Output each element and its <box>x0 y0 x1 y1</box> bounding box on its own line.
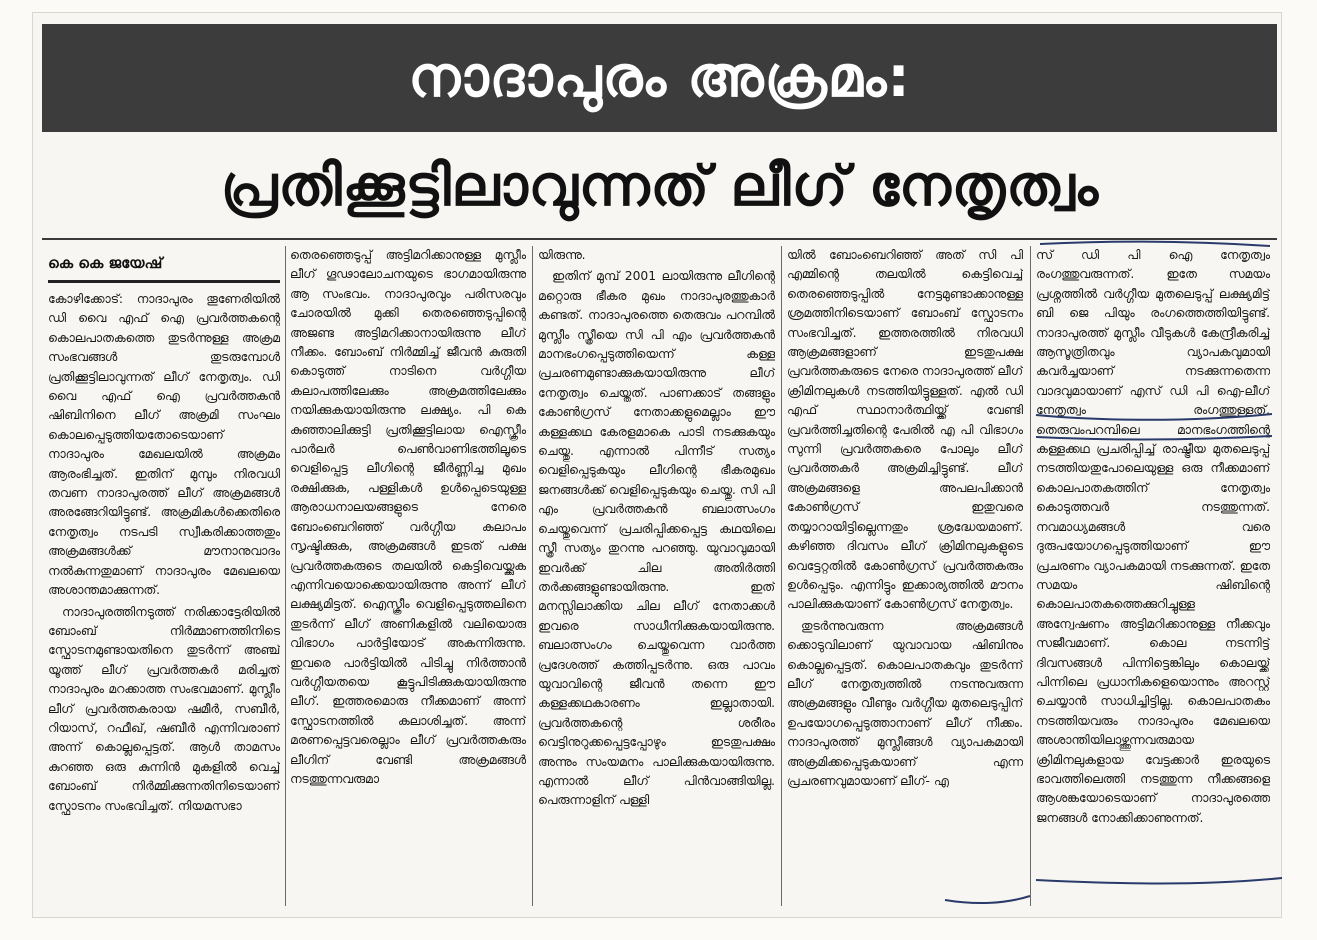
column-divider <box>285 246 286 906</box>
article-column-4 <box>787 246 1023 910</box>
column-3-paragraph-2: ഇതിന് മുമ്പ് 2001 ലായിരുന്നു ലീഗിന്റെ മറ്റൊരു ഭീകര മുഖം നാദാപുരത്തുകാർ കണ്ടത്. നാദാപുരത്തെ തെരുവം പറമ്പിൽ മുസ്ലീം സ്ത്രീയെ സി പി എം പ്രവർത്തകൻ മാനഭംഗപ്പെടുത്തിയെന്ന് കള്ള പ്രചരണമുണ്ടാക്കുകയായിരുന്നു ലീഗ് നേതൃത്വം ചെയ്തത്. പാണക്കാട് തങ്ങളും കോൺഗ്രസ് നേതാക്കളുമെല്ലാം ഈ കള്ളക്കഥ കേരളമാകെ പാടി നടക്കുകയും ചെയ്തു. എന്നാൽ പിന്നീട് സത്യം വെളിപ്പെടുകയും ലീഗിന്റെ ഭീകരമുഖം ജനങ്ങൾക്ക് വെളിപ്പെടുകയും ചെയ്തു. സി പി എം പ്രവർത്തകൻ ബലാത്സംഗം ചെയ്തുവെന്ന് പ്രചരിപ്പിക്കപ്പെട്ട കഥയിലെ സ്ത്രീ സത്യം തുറന്നു പറഞ്ഞു. യുവാവുമായി ഇവർക്ക് ചില അതിർത്തി തർക്കങ്ങളുണ്ടായിരുന്നു. ഇത് മനസ്സിലാക്കിയ ചില ലീഗ് നേതാക്കൾ ഇവരെ സാധീനിക്കുകയായിരുന്നു. ബലാത്സംഗം ചെയ്തുവെന്ന വാർത്ത പ്രദേശത്ത് കത്തിപ്പടർന്നു. ഒരു പാവം യുവാവിന്റെ ജീവൻ തന്നെ ഈ കള്ളക്കഥകാരണം ഇല്ലാതായി. പ്രവർത്തകന്റെ ശരീരം വെട്ടിനുറുക്കപ്പെട്ടപ്പോഴും ഇടതുപക്ഷം അന്നും സംയമനം പാലിക്കുകയായിരുന്നു. എന്നാൽ ലീഗ് പിൻവാങ്ങിയില്ല. പെരുന്നാളിന് പള്ളി <box>538 269 775 808</box>
column-3-paragraph-1: യിരുന്നു. <box>538 248 586 262</box>
headline: പ്രതിക്കൂട്ടിലാവുന്നത് ലീഗ് നേതൃത്വം <box>220 153 1100 219</box>
column-4-paragraph-1: യിൽ ബോംബെറിഞ്ഞ് അത് സി പി എമ്മിന്റെ തലയിൽ കെട്ടിവെച്ച് തെരഞ്ഞെടുപ്പിൽ നേട്ടമുണ്ടാക്കാനുള്ള ശ്രമത്തിനിടെയാണ് ബോംബ് സ്ഫോടനം സംഭവിച്ചത്. ഇത്തരത്തിൽ നിരവധി ആക്രമങ്ങളാണ് ഇടതുപക്ഷ പ്രവർത്തകരുടെ നേരെ നാദാപുരത്ത് ലീഗ് ക്രിമിനലുകൾ നടത്തിയിട്ടുള്ളത്. എൽ ഡി എഫ് സ്ഥാനാർത്ഥിയ്ക്ക് വേണ്ടി പ്രവർത്തിച്ചതിന്റെ പേരിൽ എ പി വിഭാഗം സുന്നി പ്രവർത്തകരെ പോലും ലീഗ് പ്രവർത്തകർ അക്രമിച്ചിട്ടുണ്ട്. ലീഗ് അക്രമങ്ങളെ അപലപിക്കാൻ കോൺഗ്രസ് ഇതുവരെ തയ്യാറായിട്ടില്ലെന്നതും ശ്രദ്ധേയമാണ്. കഴിഞ്ഞ ദിവസം ലീഗ് ക്രിമിനലുകളുടെ വെട്ടേറ്റതിൽ കോൺഗ്രസ് പ്രവർത്തകരും ഉൾപ്പെടും. എന്നിട്ടും ഇക്കാര്യത്തിൽ മൗനം പാലിക്കുകയാണ് കോൺഗ്രസ് നേതൃത്വം. <box>787 248 1023 612</box>
column-1-paragraph-2: നാദാപുരത്തിനടുത്ത് നരിക്കാട്ടേരിയിൽ ബോംബ് നിർമ്മാണത്തിനിടെ സ്ഫോടനമുണ്ടായതിനെ തുടർന്ന് അഞ്ച് യൂത്ത് ലീഗ് പ്രവർത്തകർ മരിച്ചത് നാദാപുരം മറക്കാത്ത സംഭവമാണ്. മുസ്ലീം ലീഗ് പ്രവർത്തകരായ ഷമീർ, സബീർ, റിയാസ്, റഫീഖ്, ഷബീർ എന്നിവരാണ് അന്ന് കൊല്ലപ്പെട്ടത്. ആൾ താമസം കുറഞ്ഞ ഒരു കുന്നിൻ മുകളിൽ വെച്ച് ബോംബ് നിർമ്മിക്കുന്നതിനിടെയാണ് സ്ഫോടനം സംഭവിച്ചത്. നിയമസഭാ <box>48 604 280 813</box>
column-5-paragraph-1: സ് ഡി പി ഐ നേതൃത്വം രംഗത്തുവരുന്നത്. ഇതേ സമയം പ്രശ്നത്തിൽ വർഗ്ഗീയ മുതലെടുപ്പ് ലക്ഷ്യമിട്ട് ബി ജെ പിയും രംഗത്തെത്തിയിട്ടുണ്ട്. നാദാപുരത്ത് മുസ്ലീം വീടുകൾ കേന്ദ്രീകരിച്ച് ആസൂത്രിതവും വ്യാപകവുമായി കവർച്ചയാണ് നടക്കുന്നതെന്ന വാദവുമായാണ് എസ് ഡി പി ഐ-ലീഗ് നേതൃത്വം രംഗത്തുള്ളത്. തെരുവംപറമ്പിലെ മാനഭംഗത്തിന്റെ കള്ളക്കഥ പ്രചരിപ്പിച്ച് രാഷ്ട്രീയ മുതലെടുപ്പ് നടത്തിയതുപോലെയുള്ള ഒരു നീക്കമാണ് കൊലപാതകത്തിന് നേതൃത്വം കൊടുത്തവർ നടത്തുന്നത്. നവമാധ്യമങ്ങൾ വരെ ദുരുപയോഗപ്പെടുത്തിയാണ് ഈ പ്രചരണം വ്യാപകമായി നടക്കുന്നത്. ഇതേ സമയം ഷിബിന്റെ കൊലപാതകത്തെക്കുറിച്ചുള്ള അന്വേഷണം അട്ടിമറിക്കാനുള്ള നീക്കവും സജീവമാണ്. കൊല നടന്നിട്ട് ദിവസങ്ങൾ പിന്നിട്ടെങ്കിലും കൊലയ്ക്ക് പിന്നിലെ പ്രധാനികളെയൊന്നും അറസ്റ്റ് ചെയ്യാൻ സാധിച്ചിട്ടില്ല. കൊലപാതകം നടത്തിയവരും നാദാപുരം മേഖലയെ അശാന്തിയിലാഴ്ത്തുന്നവരുമായ ക്രിമിനലുകളായ വേട്ടക്കാർ ഇരയുടെ ഭാവത്തിലെത്തി നടത്തുന്ന നീക്കങ്ങളെ ആശങ്കയോടെയാണ് നാദാപുരത്തെ ജനങ്ങൾ നോക്കിക്കാണുന്നത്. <box>1036 248 1270 825</box>
column-divider <box>781 246 782 906</box>
column-2-paragraph-1: തെരഞ്ഞെടുപ്പ് അട്ടിമറിക്കാനുള്ള മുസ്ലീം ലീഗ് ഗൂഢാലോചനയുടെ ഭാഗമായിരുന്നു ആ സംഭവം. നാദാപുരവും പരിസരവും ചോരയിൽ മുക്കി തെരഞ്ഞെടുപ്പിന്റെ അജണ്ട അട്ടിമറിക്കാനായിരുന്നു ലീഗ് നീക്കം. ബോംബ് നിർമ്മിച്ച് ജീവൻ കുരുതി കൊടുത്ത് നാടിനെ വർഗ്ഗീയ കലാപത്തിലേക്കും അക്രമത്തിലേക്കും നയിക്കുകയായിരുന്നു ലക്ഷ്യം. പി കെ കുഞ്ഞാലിക്കുട്ടി പ്രതിക്കൂട്ടിലായ ഐസ്ക്രീം പാർലർ പെൺവാണിഭത്തിലൂടെ വെളിപ്പെട്ട ലീഗിന്റെ ജീർണ്ണിച്ച മുഖം രക്ഷിക്കുക, പള്ളികൾ ഉൾപ്പെടെയുള്ള ആരാധനാലയങ്ങളുടെ നേരെ ബോംബെറിഞ്ഞ് വർഗ്ഗീയ കലാപം സൃഷ്ടിക്കുക, അക്രമങ്ങൾ ഇടത് പക്ഷ പ്രവർത്തകരുടെ തലയിൽ കെട്ടിവെയ്ക്കുക എന്നിവയൊക്കെയായിരുന്നു അന്ന് ലീഗ് ലക്ഷ്യമിട്ടത്. ഐസ്ക്രീം വെളിപ്പെടുത്തലിനെ തുടർന്ന് ലീഗ് അണികളിൽ വലിയൊരു വിഭാഗം പാർട്ടിയോട് അകന്നിരുന്നു. ഇവരെ പാർട്ടിയിൽ പിടിച്ചു നിർത്താൻ വർഗ്ഗീയതയെ കൂട്ടുപിടിക്കുകയായിരുന്നു ലീഗ്. ഇത്തരമൊരു നീക്കമാണ് അന്ന് സ്ഫോടനത്തിൽ കലാശിച്ചത്. അന്ന് മരണപ്പെട്ടവരെല്ലാം ലീഗ് പ്രവർത്തകരും ലീഗിന് വേണ്ടി അക്രമങ്ങൾ നടത്തുന്നവരുമാ <box>290 248 526 786</box>
column-divider <box>1030 246 1031 906</box>
column-1-paragraph-1: കോഴിക്കോട്: നാദാപുരം തൂണേരിയിൽ ഡി വൈ എഫ് ഐ പ്രവർത്തകന്റെ കൊലപാതകത്തെ തുടർന്നുള്ള അക്രമ സംഭവങ്ങൾ തുടരുമ്പോൾ പ്രതിക്കൂട്ടിലാവുന്നത് ലീഗ് നേതൃത്വം. ഡി വൈ എഫ് ഐ പ്രവർത്തകൻ ഷിബിനിനെ ലീഗ് അക്രമി സംഘം കൊലപ്പെടുത്തിയതോടെയാണ് നാദാപുരം മേഖലയിൽ അക്രമം ആരംഭിച്ചത്. ഇതിന് മുമ്പും നിരവധി തവണ നാദാപുരത്ത് ലീഗ് അക്രമങ്ങൾ അരങ്ങേറിയിട്ടുണ്ട്. അക്രമികൾക്കെതിരെ നേതൃത്വം നടപടി സ്വീകരിക്കാത്തതും അക്രമങ്ങൾക്ക് മൗനാനുവാദം നൽകുന്നതുമാണ് നാദാപുരം മേഖലയെ അശാന്തമാക്കുന്നത്. <box>48 292 280 598</box>
column-divider <box>532 246 533 906</box>
kicker-text: നാദാപുരം അക്രമം: <box>408 45 911 110</box>
article-column-3 <box>538 246 775 910</box>
kicker-banner <box>42 24 1277 132</box>
headline-rule <box>42 238 1277 240</box>
article-column-1 <box>48 290 280 910</box>
column-4-paragraph-2: തുടർന്നുവരുന്ന അക്രമങ്ങൾ ക്കൊടുവിലാണ് യുവാവായ ഷിബിനും കൊല്ലപ്പെട്ടത്. കൊലപാതകവും തുടർന്ന് ലീഗ് നേതൃത്വത്തിൽ നടന്നുവരുന്ന അക്രമങ്ങളും വീണ്ടും വർഗ്ഗീയ മുതലെടുപ്പിന് ഉപയോഗപ്പെടുത്താനാണ് ലീഗ് നീക്കം. നാദാപുരത്ത് മുസ്ലീങ്ങൾ വ്യാപകമായി അക്രമിക്കപ്പെടുകയാണ് എന്ന പ്രചരണവുമായാണ് ലീഗ്- എ <box>787 618 1023 788</box>
article-column-5 <box>1036 246 1270 910</box>
article-column-2 <box>290 246 526 910</box>
byline: കെ കെ ജയേഷ് <box>48 254 280 283</box>
